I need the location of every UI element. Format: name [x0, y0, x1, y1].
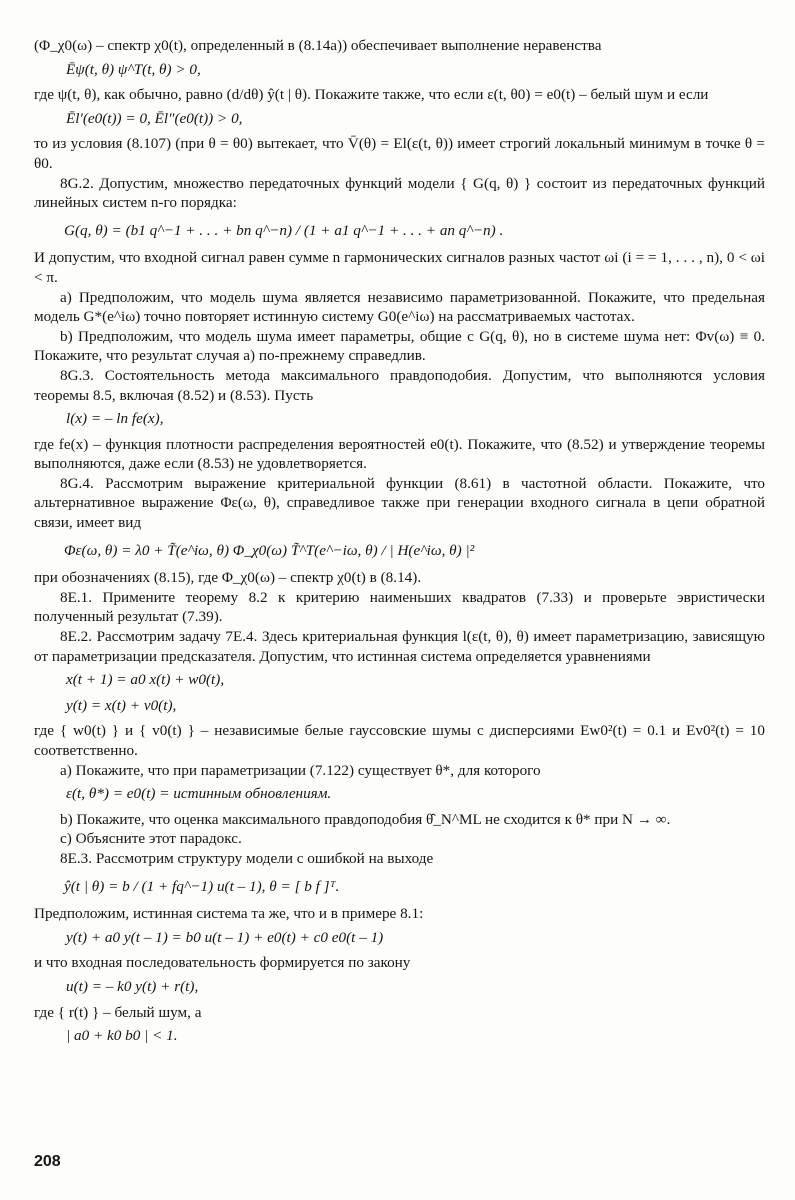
equation: | a0 + k0 b0 | < 1.	[66, 1027, 178, 1045]
equation: Ēl′(e0(t)) = 0, Ēl″(e0(t)) > 0,	[66, 109, 243, 127]
equation: y(t) + a0 y(t – 1) = b0 u(t – 1) + e0(t) + c0 e0(t – 1)	[66, 928, 384, 946]
paragraph: то из условия (8.107) (при θ = θ0) вытекает, что V̄(θ) = El(ε(t, θ)) имеет строгий локальный минимум в точке θ = θ0.	[34, 135, 765, 172]
problem-8e3: 8E.3. Рассмотрим структуру модели с ошибкой на выходе	[60, 849, 434, 867]
equation: ε(t, θ*) = e0(t) = истинным обновлениям.	[66, 785, 332, 803]
subitem-b: b) Покажите, что оценка максимального правдоподобия θ̂_N^ML не сходится к θ* при N → ∞.	[60, 810, 671, 828]
paragraph: где ψ(t, θ), как обычно, равно (d/dθ) ŷ(t | θ). Покажите также, что если ε(t, θ0) = e0(t) – белый шум и если	[34, 86, 709, 104]
problem-8e1: 8E.1. Примените теорему 8.2 к критерию наименьших квадратов (7.33) и проверьте эвристически полученный результат (7.39).	[34, 588, 765, 626]
paragraph: Предположим, истинная система та же, что и в примере 8.1:	[34, 905, 424, 923]
equation: l(x) = – ln fe(x),	[66, 410, 164, 428]
equation-transfer-function: G(q, θ) = (b1 q^−1 + . . . + bn q^−n) / (1 + a1 q^−1 + . . . + an q^−n) .	[64, 221, 504, 239]
subitem-a: a) Покажите, что при параметризации (7.122) существует θ*, для которого	[60, 761, 541, 779]
equation-model: ŷ(t | θ) = b / (1 + fq^−1) u(t – 1), θ = [ b f ]ᵀ.	[64, 877, 340, 895]
paragraph: И допустим, что входной сигнал равен сумме n гармонических сигналов разных частот ωi (i = = 1, . . . , n), 0 < ωi < π.	[34, 249, 765, 286]
equation-spectrum: Φε(ω, θ) = λ0 + T̃(e^iω, θ) Φ_χ0(ω) T̃^T(e^−iω, θ) / | H(e^iω, θ) |²	[64, 541, 475, 559]
paragraph: при обозначениях (8.15), где Φ_χ0(ω) – спектр χ0(t) в (8.14).	[34, 569, 422, 587]
equation: u(t) = – k0 y(t) + r(t),	[66, 977, 199, 995]
problem-8g4: 8G.4. Рассмотрим выражение критериальной функции (8.61) в частотной области. Покажите, что альтернативное выражение Φε(ω, θ), справедливое также при генерации входного сигнала в цепи обратной связи, имеет вид	[34, 474, 765, 532]
problem-8g3: 8G.3. Состоятельность метода максимального правдоподобия. Допустим, что выполняются условия теоремы 8.5, включая (8.52) и (8.53). Пусть	[34, 366, 765, 404]
paragraph: где { w0(t) } и { v0(t) } – независимые белые гауссовские шумы с дисперсиями Ew0²(t) = 0.1 и Ev0²(t) = 10 соответственно.	[34, 722, 765, 759]
equation: x(t + 1) = a0 x(t) + w0(t),	[66, 671, 225, 689]
equation: Ēψ(t, θ) ψ^T(t, θ) > 0,	[66, 60, 201, 78]
subitem-b: b) Предположим, что модель шума имеет параметры, общие с G(q, θ), но в системе шума нет: Φv(ω) ≡ 0. Покажите, что результат случая a) по-прежнему справедлив.	[34, 327, 765, 365]
problem-8e2: 8E.2. Рассмотрим задачу 7E.4. Здесь критериальная функция l(ε(t, θ), θ) имеет параметризацию, зависящую от параметризации предсказателя. Допустим, что истинная система определяется уравнениями	[34, 628, 765, 665]
paragraph: и что входная последовательность формируется по закону	[34, 954, 411, 972]
subitem-a: a) Предположим, что модель шума является независимо параметризованной. Покажите, что предельная модель G*(e^iω) точно повторяет истинную систему G0(e^iω) на рассматриваемых частотах.	[34, 288, 765, 326]
page-number: 208	[34, 1153, 61, 1170]
paragraph: где { r(t) } – белый шум, а	[34, 1003, 202, 1021]
paragraph: где fe(x) – функция плотности распределения вероятностей e0(t). Покажите, что (8.52) и утверждение теоремы выполняются, даже если (8.53) не удовлетворяется.	[34, 435, 765, 473]
text-line: (Φ_χ0(ω) – спектр χ0(t), определенный в (8.14a)) обеспечивает выполнение неравенства	[34, 37, 602, 54]
equation: y(t) = x(t) + v0(t),	[66, 696, 177, 714]
problem-8g2: 8G.2. Допустим, множество передаточных функций модели { G(q, θ) } состоит из передаточных функций линейных систем n-го порядка:	[34, 174, 765, 212]
subitem-c: c) Объясните этот парадокс.	[60, 830, 242, 848]
